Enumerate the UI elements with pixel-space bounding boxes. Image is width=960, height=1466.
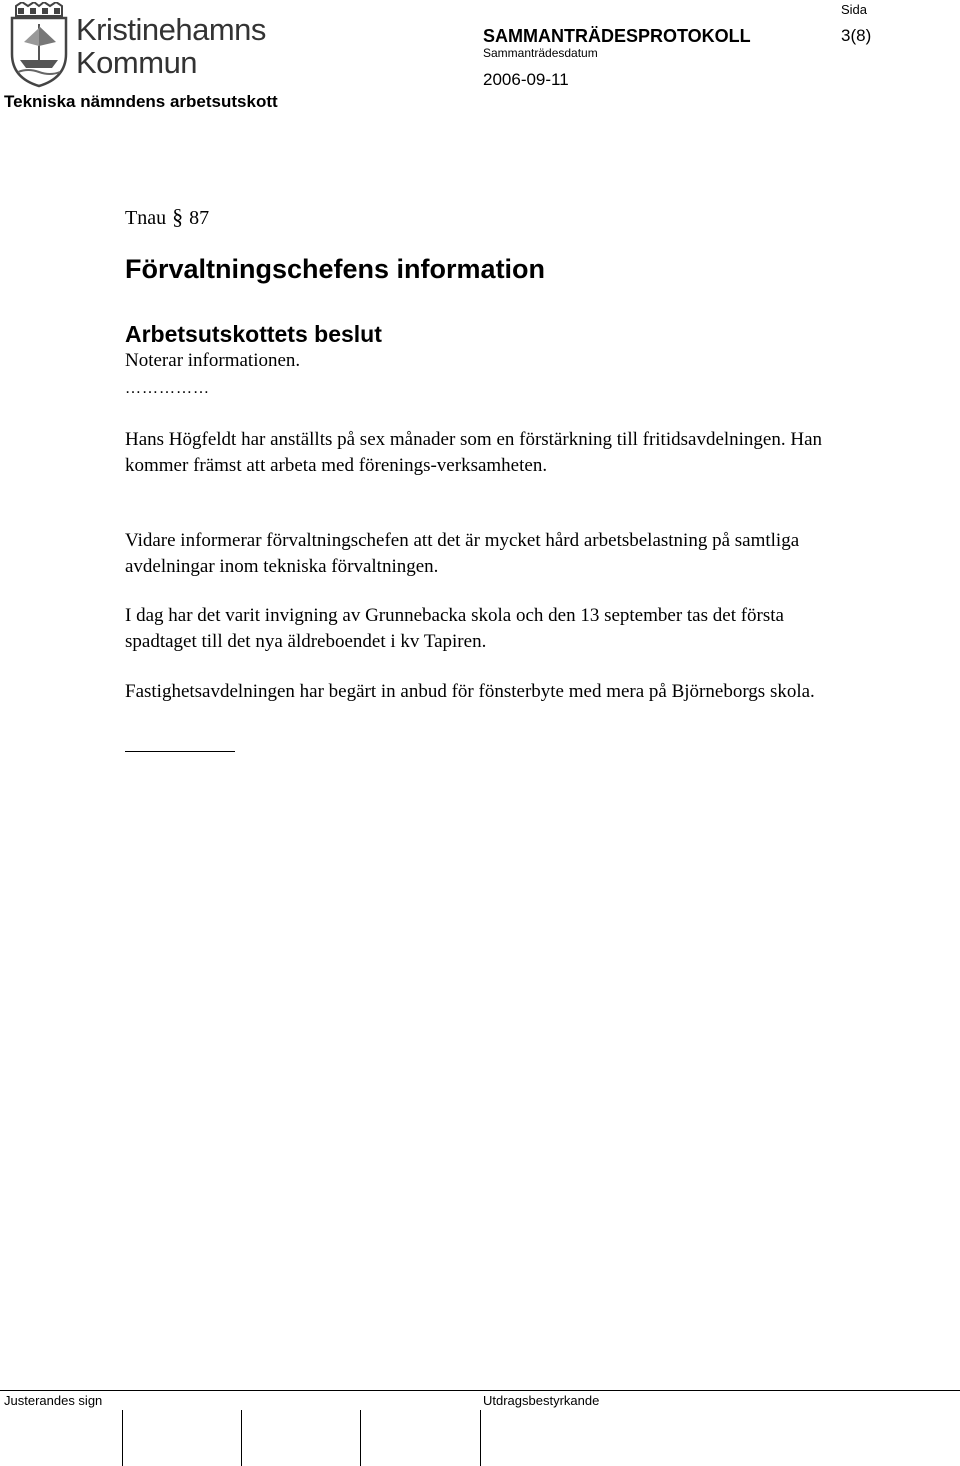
- section-number: 87: [189, 207, 210, 229]
- signature-box-divider: [480, 1410, 481, 1466]
- meeting-date-label: Sammanträdesdatum: [483, 46, 598, 60]
- logo-text-municipality: Kristinehamns: [76, 12, 266, 47]
- signature-label: Justerandes sign: [4, 1393, 103, 1408]
- separator-dots: ……………: [125, 380, 210, 397]
- paragraph-new-hire: Hans Högfeldt har anställts på sex månader som en förstärkning till fritidsavdelningen. Han kommer främst att arbeta med förenings-verksamheten.: [125, 429, 823, 476]
- document-type: SAMMANTRÄDESPROTOKOLL: [483, 26, 751, 46]
- paragraph-symbol: §: [172, 204, 184, 229]
- section-reference: [125, 204, 209, 230]
- logo-text-kommun: Kommun: [76, 45, 198, 80]
- municipality-logo: [4, 0, 266, 90]
- decision-text: Noterar informationen.: [125, 350, 301, 371]
- committee-name: Tekniska nämndens arbetsutskott: [4, 92, 278, 111]
- signature-box-divider: [241, 1410, 242, 1466]
- coat-of-arms-icon: [8, 2, 70, 88]
- page-label: Sida: [841, 2, 868, 17]
- footer-rule: [0, 1390, 960, 1391]
- extract-certification-label: Utdragsbestyrkande: [483, 1393, 600, 1408]
- section-prefix: Tnau: [125, 207, 167, 229]
- signature-box-divider: [122, 1410, 123, 1466]
- section-title: Förvaltningschefens information: [125, 254, 546, 284]
- meeting-date: 2006-09-11: [483, 70, 569, 89]
- paragraph-inauguration: I dag har det varit invigning av Grunnebacka skola och den 13 september tas det första spadtaget till det nya äldreboendet i kv Tapiren.: [125, 605, 784, 652]
- signature-footer: [0, 1390, 960, 1466]
- end-rule: [125, 751, 235, 752]
- page-number: 3(8): [841, 26, 872, 45]
- paragraph-workload: Vidare informerar förvaltningschefen att det är mycket hård arbetsbelastning på samtliga avdelningar inom tekniska förvaltningen.: [125, 530, 800, 577]
- signature-box-divider: [360, 1410, 361, 1466]
- decision-heading: Arbetsutskottets beslut: [125, 321, 382, 347]
- paragraph-tender: Fastighetsavdelningen har begärt in anbud för fönsterbyte med mera på Björneborgs skola.: [125, 681, 815, 702]
